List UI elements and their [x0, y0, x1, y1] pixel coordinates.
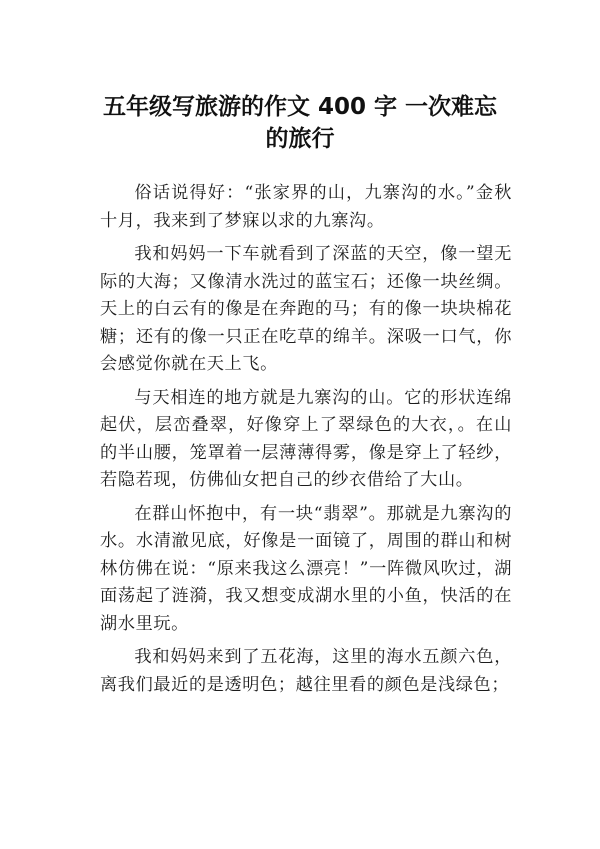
paragraph-wuhua-lake: 我和妈妈来到了五花海，这里的海水五颜六色，离我们最近的是透明色；越往里看的颜色是浅绿色； [100, 647, 512, 695]
essay-body [100, 180, 512, 705]
title-line-1: 五年级写旅游的作文 400 字 一次难忘 [102, 94, 498, 121]
paragraph-mountains: 与天相连的地方就是九寨沟的山。它的形状连绵起伏，层峦叠翠，好像穿上了翠绿色的大衣，。在山的半山腰，笼罩着一层薄薄得雾，像是穿上了轻纱，若隐若现，仿佛仙女把自己的纱衣借给了大山。 [100, 387, 512, 490]
paragraph-intro: 俗话说得好：“张家界的山，九寨沟的水。”金秋十月，我来到了梦寐以求的九寨沟。 [100, 183, 512, 231]
paragraph-sky: 我和妈妈一下车就看到了深蓝的天空，像一望无际的大海；又像清水洗过的蓝宝石；还像一块丝绸。天上的白云有的像是在奔跑的马；有的像一块块棉花糖；还有的像一只正在吃草的绵羊。深吸一口气，你会感觉你就在天上飞。 [100, 244, 512, 374]
title-line-2: 的旅行 [265, 126, 335, 153]
document-title [60, 91, 540, 155]
paragraph-water: 在群山怀抱中，有一块“翡翠”。那就是九寨沟的水。水清澈见底，好像是一面镜了，周围的群山和树林仿佛在说：“原来我这么漂亮！”一阵微风吹过，湖面荡起了涟漪，我又想变成湖水里的小鱼，快活的在湖水里玩。 [100, 503, 512, 634]
